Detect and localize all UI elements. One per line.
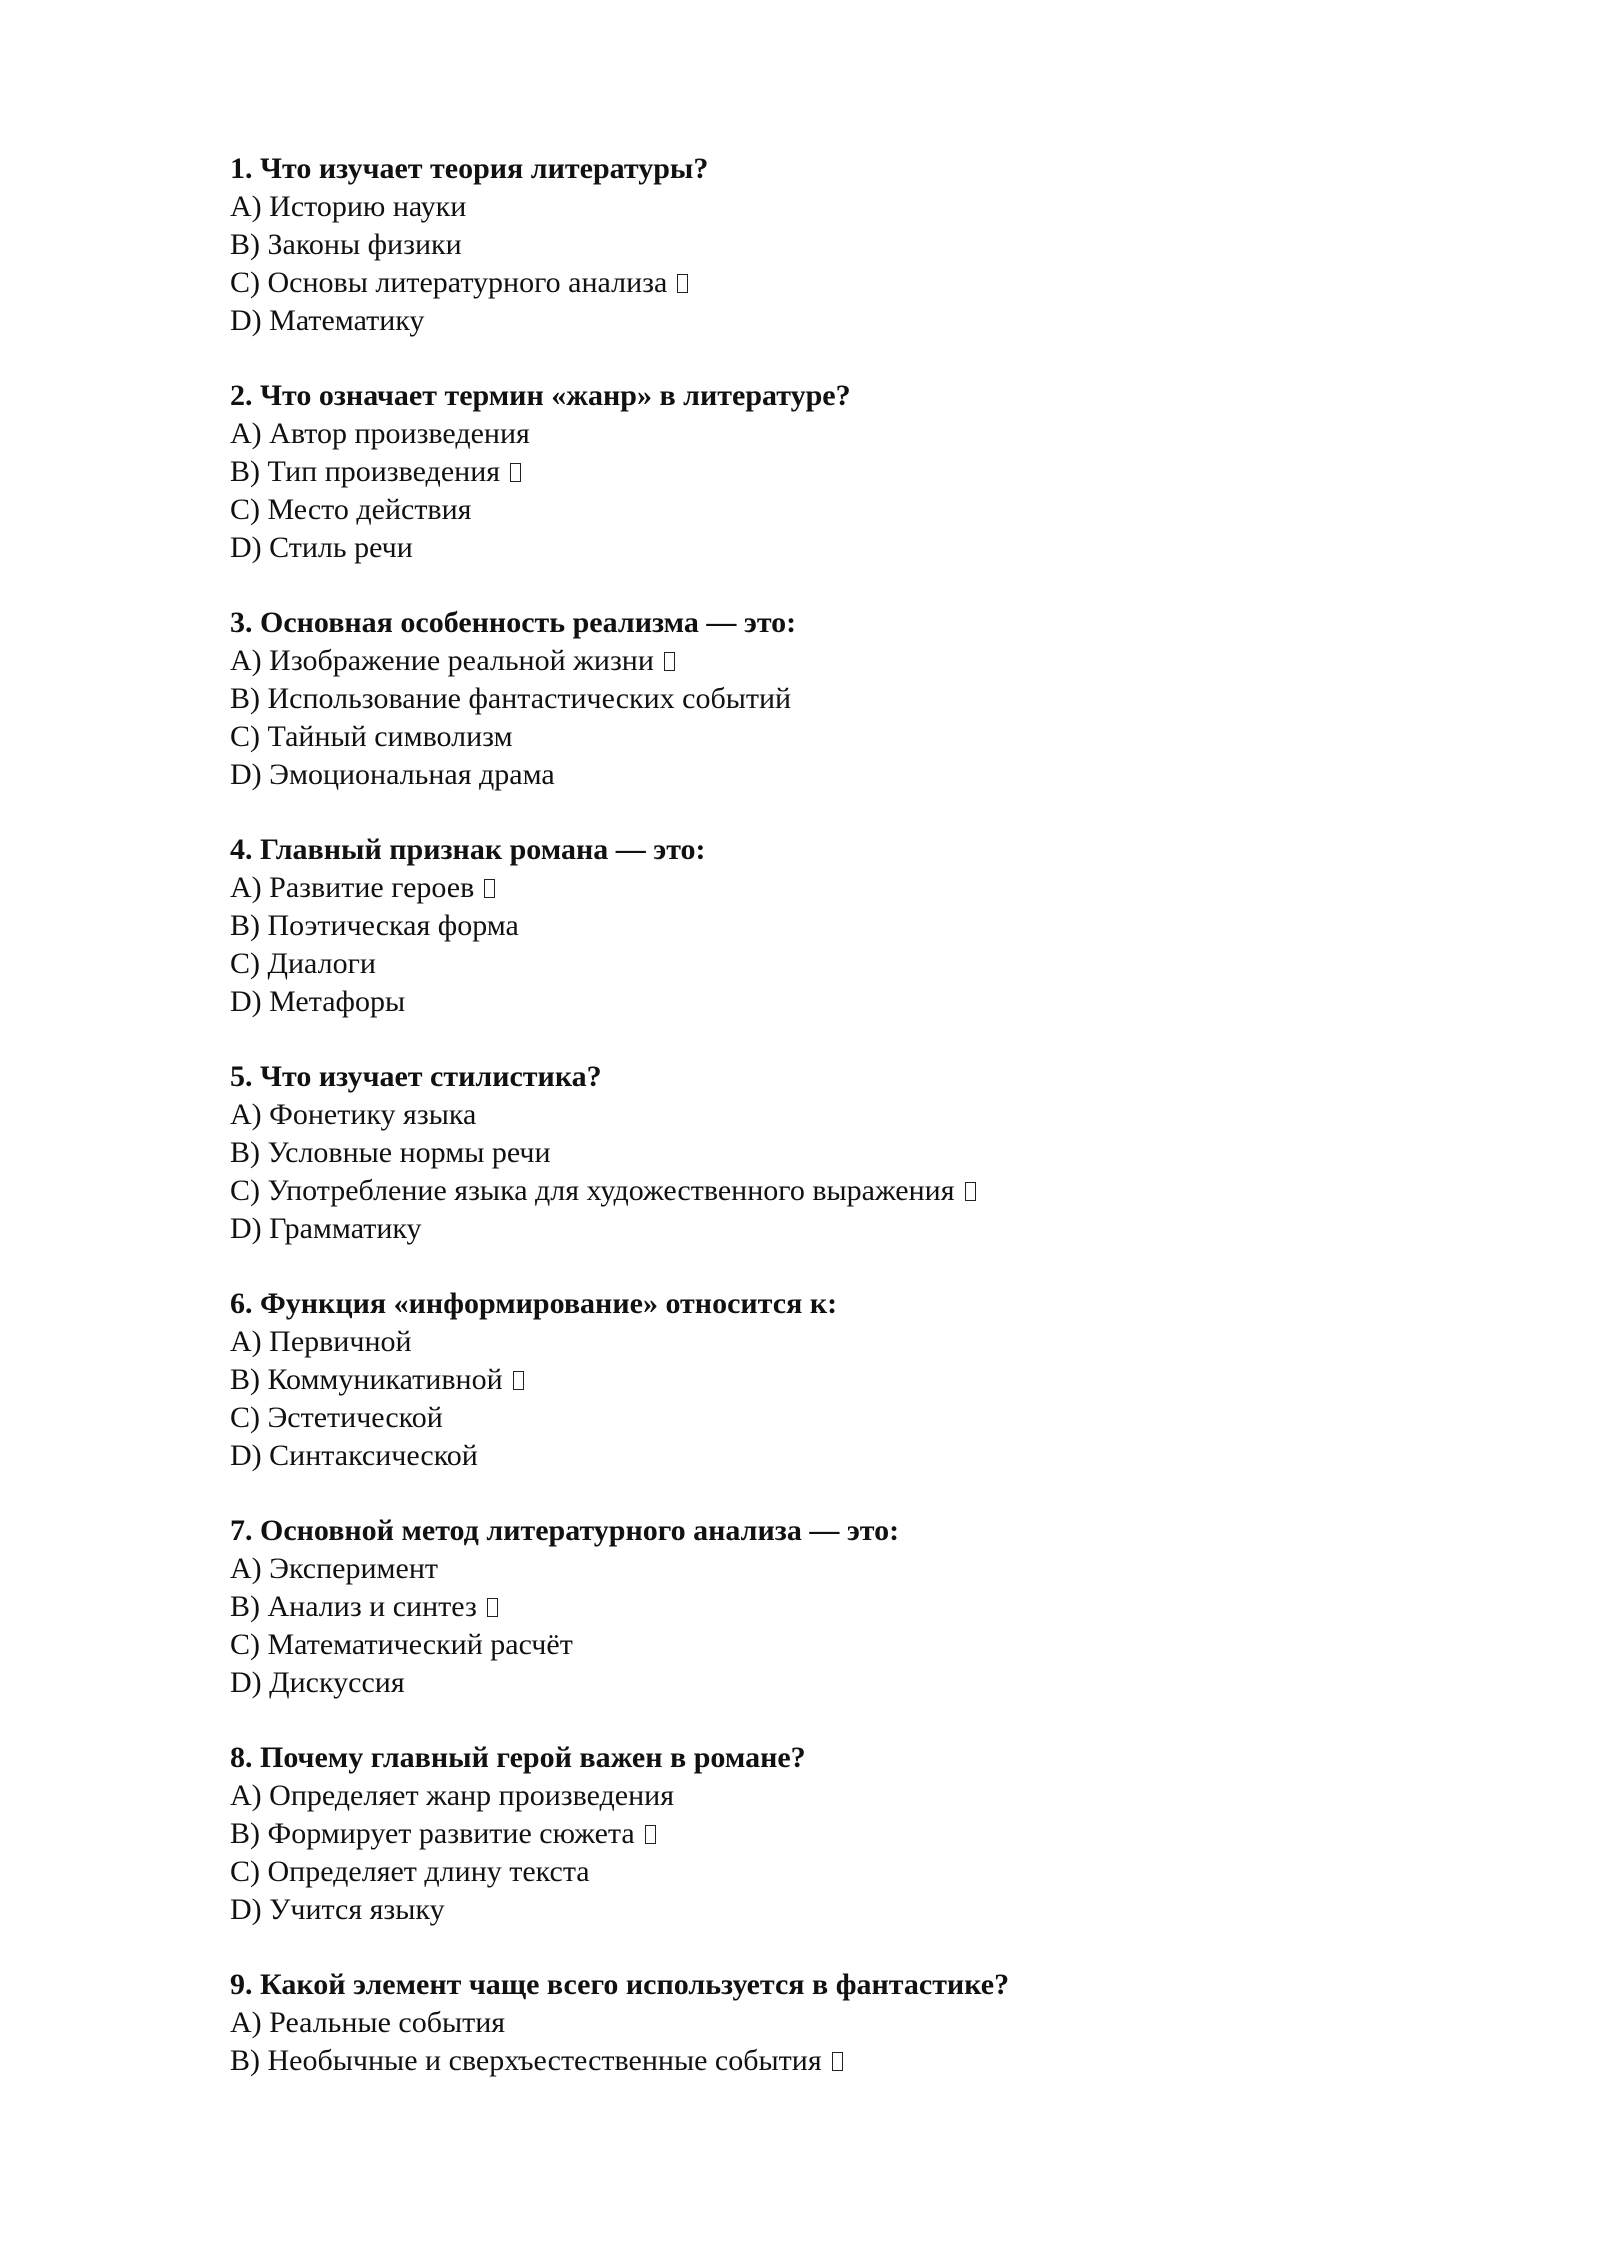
correct-answer-marker-icon xyxy=(832,2052,843,2071)
answer-text: A) Автор произведения xyxy=(230,417,530,450)
answer-text: A) Фонетику языка xyxy=(230,1098,477,1131)
answer-option xyxy=(230,907,1410,945)
question-block xyxy=(230,377,1410,567)
answer-text: D) Учится языку xyxy=(230,1893,445,1926)
answer-option xyxy=(230,1210,1410,1248)
answer-option xyxy=(230,945,1410,983)
correct-answer-marker-icon xyxy=(645,1825,656,1844)
answer-text: B) Необычные и сверхъестественные события xyxy=(230,2044,822,2077)
question-block xyxy=(230,1966,1410,2080)
question-title: 1. Что изучает теория литературы? xyxy=(230,152,709,185)
answer-text: C) Эстетической xyxy=(230,1401,443,1434)
answer-text: D) Метафоры xyxy=(230,985,406,1018)
answer-option xyxy=(230,1361,1410,1399)
answer-option xyxy=(230,491,1410,529)
answer-text: A) Изображение реальной жизни xyxy=(230,644,654,677)
answer-text: B) Поэтическая форма xyxy=(230,909,519,942)
quiz-list xyxy=(230,150,1410,2117)
question-block xyxy=(230,604,1410,794)
question-block xyxy=(230,150,1410,340)
answer-text: D) Дискуссия xyxy=(230,1666,405,1699)
answer-option xyxy=(230,869,1410,907)
answer-text: C) Место действия xyxy=(230,493,472,526)
answer-option xyxy=(230,756,1410,794)
answer-text: D) Синтаксической xyxy=(230,1439,478,1472)
question-title: 4. Главный признак романа — это: xyxy=(230,833,706,866)
answer-option xyxy=(230,1437,1410,1475)
answer-option xyxy=(230,642,1410,680)
answer-text: A) Эксперимент xyxy=(230,1552,438,1585)
answer-option xyxy=(230,1891,1410,1929)
answer-text: B) Коммуникативной xyxy=(230,1363,503,1396)
answer-text: D) Математику xyxy=(230,304,425,337)
answer-text: C) Употребление языка для художественного выражения xyxy=(230,1174,955,1207)
answer-option xyxy=(230,2004,1410,2042)
answer-text: D) Стиль речи xyxy=(230,531,413,564)
answer-option xyxy=(230,1664,1410,1702)
answer-option xyxy=(230,188,1410,226)
answer-option xyxy=(230,1096,1410,1134)
answer-option xyxy=(230,415,1410,453)
answer-text: B) Законы физики xyxy=(230,228,462,261)
answer-text: C) Диалоги xyxy=(230,947,376,980)
answer-option xyxy=(230,1399,1410,1437)
answer-option xyxy=(230,1777,1410,1815)
answer-text: C) Тайный символизм xyxy=(230,720,513,753)
answer-option xyxy=(230,1323,1410,1361)
question-title: 6. Функция «информирование» относится к: xyxy=(230,1287,838,1320)
answer-option xyxy=(230,264,1410,302)
answer-option xyxy=(230,453,1410,491)
correct-answer-marker-icon xyxy=(513,1371,524,1390)
answer-option xyxy=(230,1815,1410,1853)
question-title: 5. Что изучает стилистика? xyxy=(230,1060,602,1093)
answer-option xyxy=(230,1134,1410,1172)
answer-text: B) Тип произведения xyxy=(230,455,501,488)
answer-text: D) Эмоциональная драма xyxy=(230,758,555,791)
answer-option xyxy=(230,302,1410,340)
question-block xyxy=(230,831,1410,1021)
correct-answer-marker-icon xyxy=(965,1182,976,1201)
answer-text: A) Первичной xyxy=(230,1325,412,1358)
question-block xyxy=(230,1058,1410,1248)
question-block xyxy=(230,1285,1410,1475)
answer-text: A) Развитие героев xyxy=(230,871,475,904)
answer-text: A) Реальные события xyxy=(230,2006,506,2039)
correct-answer-marker-icon xyxy=(510,463,521,482)
answer-option xyxy=(230,718,1410,756)
answer-option xyxy=(230,1588,1410,1626)
correct-answer-marker-icon xyxy=(677,274,688,293)
answer-option xyxy=(230,1550,1410,1588)
answer-text: B) Условные нормы речи xyxy=(230,1136,551,1169)
question-title: 2. Что означает термин «жанр» в литературе? xyxy=(230,379,851,412)
answer-option xyxy=(230,1172,1410,1210)
answer-text: B) Формирует развитие сюжета xyxy=(230,1817,635,1850)
answer-text: A) Определяет жанр произведения xyxy=(230,1779,675,1812)
answer-option xyxy=(230,2042,1410,2080)
correct-answer-marker-icon xyxy=(664,652,675,671)
answer-text: B) Использование фантастических событий xyxy=(230,682,792,715)
answer-text: C) Математический расчёт xyxy=(230,1628,573,1661)
question-title: 8. Почему главный герой важен в романе? xyxy=(230,1741,806,1774)
question-block xyxy=(230,1512,1410,1702)
answer-option xyxy=(230,983,1410,1021)
question-title: 3. Основная особенность реализма — это: xyxy=(230,606,797,639)
answer-option xyxy=(230,680,1410,718)
answer-text: D) Грамматику xyxy=(230,1212,422,1245)
question-block xyxy=(230,1739,1410,1929)
answer-option xyxy=(230,1626,1410,1664)
question-title: 9. Какой элемент чаще всего используется в фантастике? xyxy=(230,1968,1010,2001)
answer-option xyxy=(230,1853,1410,1891)
answer-text: A) Историю науки xyxy=(230,190,467,223)
answer-text: B) Анализ и синтез xyxy=(230,1590,477,1623)
answer-option xyxy=(230,529,1410,567)
correct-answer-marker-icon xyxy=(484,879,495,898)
answer-text: C) Основы литературного анализа xyxy=(230,266,668,299)
correct-answer-marker-icon xyxy=(487,1598,498,1617)
answer-option xyxy=(230,226,1410,264)
question-title: 7. Основной метод литературного анализа — это: xyxy=(230,1514,900,1547)
answer-text: C) Определяет длину текста xyxy=(230,1855,590,1888)
